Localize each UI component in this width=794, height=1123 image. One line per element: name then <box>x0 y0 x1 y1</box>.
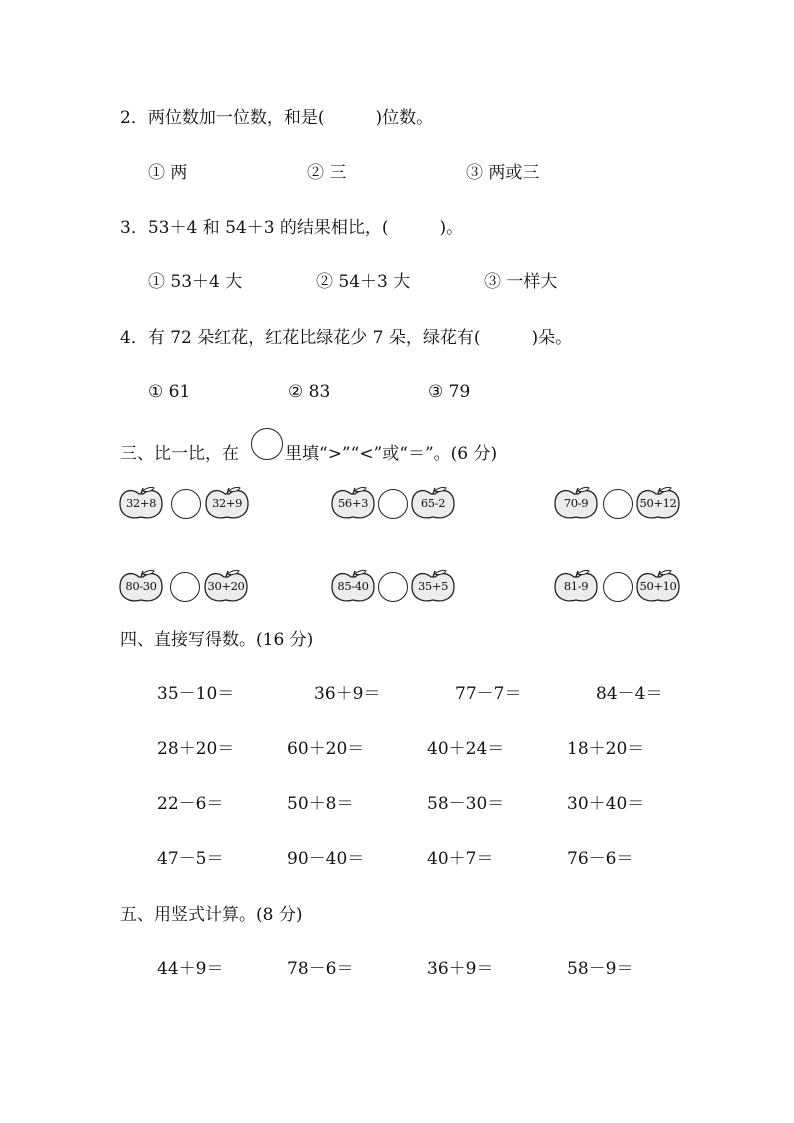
vertical-calc-item: 44＋9＝ <box>157 959 224 979</box>
calc-item: 40＋7＝ <box>427 849 494 869</box>
answer-circle[interactable] <box>171 489 201 519</box>
q3-option-1: ① 53＋4 大 <box>148 272 243 292</box>
apple-expression: 32+8 <box>126 496 156 510</box>
apple-expression: 35+5 <box>418 579 448 593</box>
calc-item: 77－7＝ <box>455 684 522 704</box>
vertical-calc-item: 58－9＝ <box>567 959 634 979</box>
calc-item: 18＋20＝ <box>567 739 645 759</box>
apple-right <box>635 485 681 521</box>
section4-title: 四、直接写得数。(16 分) <box>120 630 314 650</box>
apple-right <box>203 568 249 604</box>
apple-left <box>553 485 599 521</box>
answer-circle[interactable] <box>170 572 200 602</box>
apple-expression: 32+9 <box>212 496 242 510</box>
calc-item: 50＋8＝ <box>287 794 354 814</box>
q4-option-1: ① 61 <box>148 382 191 402</box>
compare-row-1 <box>118 485 698 521</box>
calc-item: 36＋9＝ <box>314 684 381 704</box>
calc-item: 76－6＝ <box>567 849 634 869</box>
answer-circle[interactable] <box>378 572 408 602</box>
apple-expression: 65-2 <box>420 496 446 510</box>
apple-expression: 56+3 <box>338 496 368 510</box>
apple-right <box>204 485 250 521</box>
q2-option-1: ① 两 <box>148 163 188 183</box>
answer-circle[interactable] <box>603 572 633 602</box>
answer-circle[interactable] <box>378 489 408 519</box>
calc-item: 58－30＝ <box>427 794 505 814</box>
apple-expression: 80-30 <box>125 579 157 593</box>
section3-title-prefix: 三、比一比，在 <box>120 444 239 464</box>
vertical-calc-item: 36＋9＝ <box>427 959 494 979</box>
calc-item: 84－4＝ <box>596 684 663 704</box>
calc-item: 60＋20＝ <box>287 739 365 759</box>
calc-item: 22－6＝ <box>157 794 224 814</box>
calc-item: 90－40＝ <box>287 849 365 869</box>
calc-item: 30＋40＝ <box>567 794 645 814</box>
calc-item: 47－5＝ <box>157 849 224 869</box>
apple-left <box>118 568 164 604</box>
answer-circle[interactable] <box>603 489 633 519</box>
apple-left <box>330 485 376 521</box>
apple-right <box>410 485 456 521</box>
apple-left <box>330 568 376 604</box>
calc-item: 40＋24＝ <box>427 739 505 759</box>
apple-expression: 85-40 <box>337 579 369 593</box>
apple-expression: 81-9 <box>563 579 589 593</box>
apple-right <box>635 568 681 604</box>
apple-expression: 70-9 <box>563 496 589 510</box>
apple-left <box>118 485 164 521</box>
section3-title-suffix: 里填“>”“<”或“＝”。(6 分) <box>285 444 498 464</box>
q3-option-2: ② 54＋3 大 <box>316 272 411 292</box>
q2-stem: 2．两位数加一位数，和是( )位数。 <box>120 108 434 128</box>
calc-item: 35－10＝ <box>157 684 235 704</box>
apple-expression: 50+12 <box>639 496 677 510</box>
apple-left <box>553 568 599 604</box>
q3-stem: 3．53＋4 和 54＋3 的结果相比，( )。 <box>120 218 464 238</box>
apple-expression: 30+20 <box>207 579 245 593</box>
q4-stem: 4．有 72 朵红花，红花比绿花少 7 朵，绿花有( )朵。 <box>120 328 573 348</box>
q4-option-2: ② 83 <box>288 382 331 402</box>
apple-expression: 50+10 <box>639 579 677 593</box>
q3-option-3: ③ 一样大 <box>484 272 558 292</box>
apple-right <box>410 568 456 604</box>
calc-item: 28＋20＝ <box>157 739 235 759</box>
q2-option-2: ② 三 <box>307 163 347 183</box>
q4-option-3: ③ 79 <box>428 382 471 402</box>
section5-title: 五、用竖式计算。(8 分) <box>120 905 303 925</box>
vertical-calc-item: 78－6＝ <box>287 959 354 979</box>
q2-option-3: ③ 两或三 <box>466 163 540 183</box>
blank-circle-icon <box>251 428 283 460</box>
compare-row-2 <box>118 568 698 604</box>
